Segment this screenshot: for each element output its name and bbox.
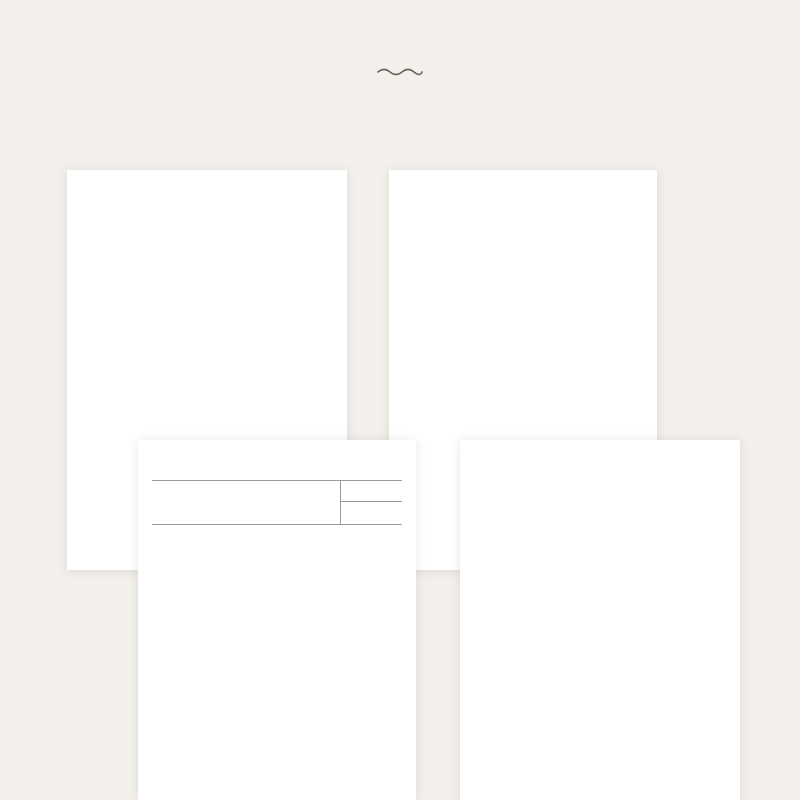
schedule-sheet <box>460 440 740 800</box>
overview-bottom-rule <box>152 524 402 525</box>
overview-top-rule <box>152 480 402 481</box>
squiggle-divider-icon <box>376 66 424 78</box>
overview-divider <box>340 480 341 524</box>
thirty-day-tracker-sheet <box>138 440 416 800</box>
start-date-rule <box>340 501 402 502</box>
